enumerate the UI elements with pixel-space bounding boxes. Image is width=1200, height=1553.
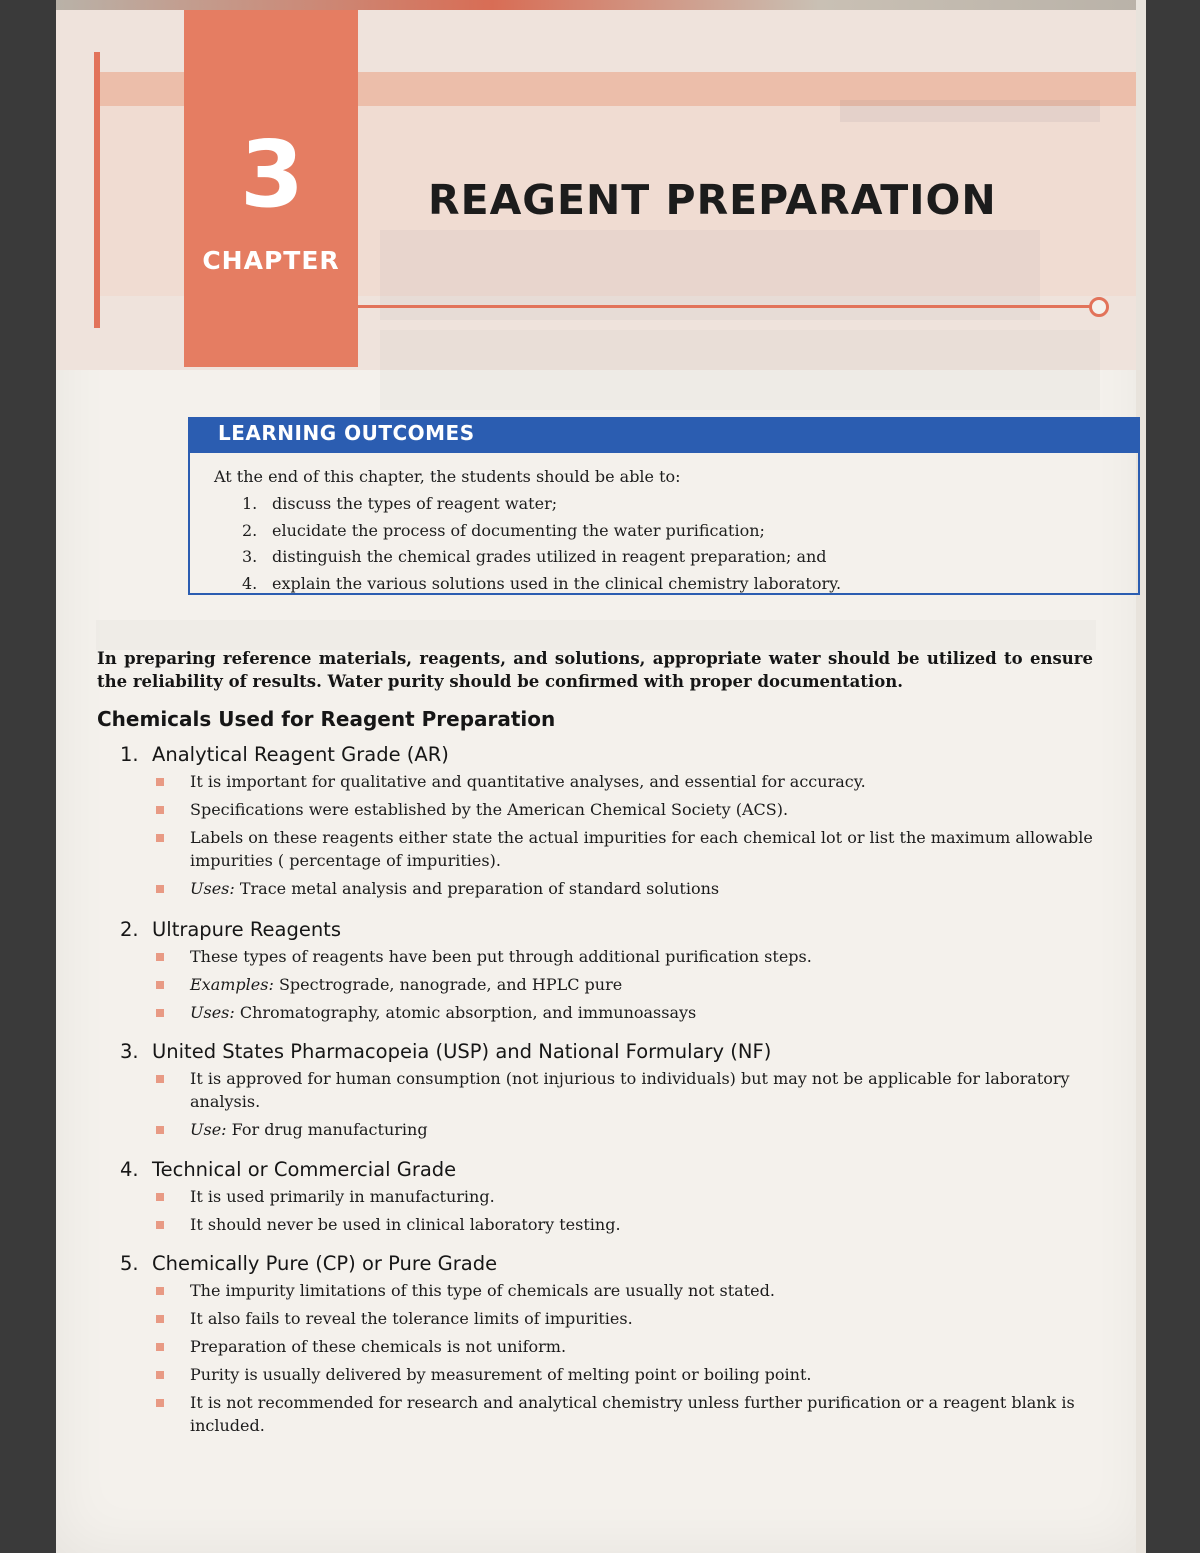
title-rule-end-circle: [1089, 297, 1109, 317]
outcome-number: 3.: [242, 547, 258, 566]
bleed-through-shade: [840, 100, 1100, 122]
outcome-text: explain the various solutions used in the clinical chemistry laboratory.: [272, 573, 842, 593]
outcome-text: distinguish the chemical grades utilized in reagent preparation; and: [272, 547, 827, 566]
bullet-item: [120, 826, 1095, 872]
bullet-text: Trace metal analysis and preparation of standard solutions: [239, 879, 720, 898]
grade-section: [120, 918, 1095, 1029]
bullet-item: [120, 1391, 1095, 1437]
bullet-item: [120, 1067, 1095, 1113]
grade-name: United States Pharmacopeia (USP) and National Formulary (NF): [152, 1040, 772, 1063]
page-edge: [1136, 0, 1146, 1553]
outcome-text: elucidate the process of documenting the water purification;: [272, 520, 765, 540]
bullet-item: [120, 973, 1095, 996]
grade-section: [120, 743, 1095, 905]
bullet-text: Labels on these reagents either state the actual impurities for each chemical lot or list the maximum allowable impurities ( percentage of impurities).: [190, 828, 1093, 870]
left-accent-bar: [94, 52, 100, 328]
grade-title: [120, 743, 1095, 766]
grade-title: [120, 1040, 1095, 1063]
learning-outcomes-intro: At the end of this chapter, the students should be able to:: [214, 467, 681, 486]
bullet-item: [120, 945, 1095, 968]
bullet-item: [120, 1279, 1095, 1302]
grade-section: [120, 1252, 1095, 1442]
grade-bullets: [120, 770, 1095, 900]
bullet-lead: Use:: [190, 1120, 227, 1139]
grade-bullets: [120, 1185, 1095, 1236]
grade-number: 2.: [120, 918, 139, 941]
chapter-label: CHAPTER: [202, 246, 340, 275]
grade-name: Chemically Pure (CP) or Pure Grade: [152, 1252, 498, 1275]
bullet-item: [120, 770, 1095, 793]
section-title: Chemicals Used for Reagent Preparation: [97, 707, 556, 731]
bullet-item: [120, 1307, 1095, 1330]
bullet-item: [120, 1363, 1095, 1386]
outcome-item: [242, 571, 841, 598]
grade-number: 5.: [120, 1252, 139, 1275]
intro-paragraph: In preparing reference materials, reagents, and solutions, appropriate water should be utilized to ensure the reliability of results. Water purity should be confirmed with proper documentation.: [97, 649, 1093, 691]
bullet-text: It is approved for human consumption (not injurious to individuals) but may not be applicable for laboratory analysis.: [190, 1069, 1070, 1111]
bullet-item: [120, 1213, 1095, 1236]
grade-number: 3.: [120, 1040, 139, 1063]
top-edge-strip: [56, 0, 1146, 10]
outcome-number: 2.: [242, 520, 258, 540]
bullet-text: Chromatography, atomic absorption, and immunoassays: [239, 1003, 697, 1022]
outcome-text: discuss the types of reagent water;: [272, 494, 558, 513]
grade-title: [120, 918, 1095, 941]
bullet-text: It is not recommended for research and analytical chemistry unless further purification or a reagent blank is included.: [190, 1393, 1075, 1435]
bullet-text: It is important for qualitative and quantitative analyses, and essential for accuracy.: [190, 772, 866, 791]
chapter-number: 3: [239, 121, 302, 228]
grade-name: Technical or Commercial Grade: [152, 1158, 457, 1181]
bleed-through-shade: [380, 330, 1100, 410]
learning-outcomes-list: [242, 491, 841, 597]
bullet-text: For drug manufacturing: [231, 1120, 428, 1139]
grade-section: [120, 1158, 1095, 1241]
grade-bullets: [120, 1067, 1095, 1141]
title-rule: [358, 305, 1090, 308]
outcome-number: 1.: [242, 494, 258, 513]
bleed-through-shade: [96, 620, 1096, 650]
bullet-text: Purity is usually delivered by measurement of melting point or boiling point.: [190, 1365, 812, 1384]
grade-number: 1.: [120, 743, 139, 766]
outcome-item: [242, 491, 841, 518]
bullet-item: [120, 1335, 1095, 1358]
bullet-text: These types of reagents have been put through additional purification steps.: [190, 947, 812, 966]
bullet-text: The impurity limitations of this type of chemicals are usually not stated.: [190, 1281, 775, 1300]
grade-section: [120, 1040, 1095, 1146]
grade-name: Ultrapure Reagents: [152, 918, 341, 941]
bullet-item: [120, 798, 1095, 821]
outcome-item: [242, 518, 841, 545]
bullet-text: Preparation of these chemicals is not uniform.: [190, 1337, 567, 1356]
bullet-text: It also fails to reveal the tolerance limits of impurities.: [190, 1309, 633, 1328]
bullet-item: [120, 877, 1095, 900]
grade-name: Analytical Reagent Grade (AR): [152, 743, 449, 766]
bullet-item: [120, 1001, 1095, 1024]
bullet-text: It should never be used in clinical laboratory testing.: [190, 1215, 621, 1234]
grade-bullets: [120, 1279, 1095, 1437]
chapter-title: REAGENT PREPARATION: [428, 176, 997, 224]
bullet-lead: Uses:: [190, 1003, 235, 1022]
grade-number: 4.: [120, 1158, 139, 1181]
outcome-item: [242, 544, 841, 571]
outcome-number: 4.: [242, 573, 258, 593]
bullet-lead: Uses:: [190, 879, 235, 898]
grade-title: [120, 1158, 1095, 1181]
bullet-lead: Examples:: [190, 975, 274, 994]
learning-outcomes-heading: LEARNING OUTCOMES: [218, 421, 475, 445]
bullet-item: [120, 1185, 1095, 1208]
bullet-text: Spectrograde, nanograde, and HPLC pure: [278, 975, 623, 994]
bullet-item: [120, 1118, 1095, 1141]
grade-bullets: [120, 945, 1095, 1024]
bullet-text: It is used primarily in manufacturing.: [190, 1187, 495, 1206]
bullet-text: Specifications were established by the American Chemical Society (ACS).: [190, 800, 789, 819]
grade-title: [120, 1252, 1095, 1275]
